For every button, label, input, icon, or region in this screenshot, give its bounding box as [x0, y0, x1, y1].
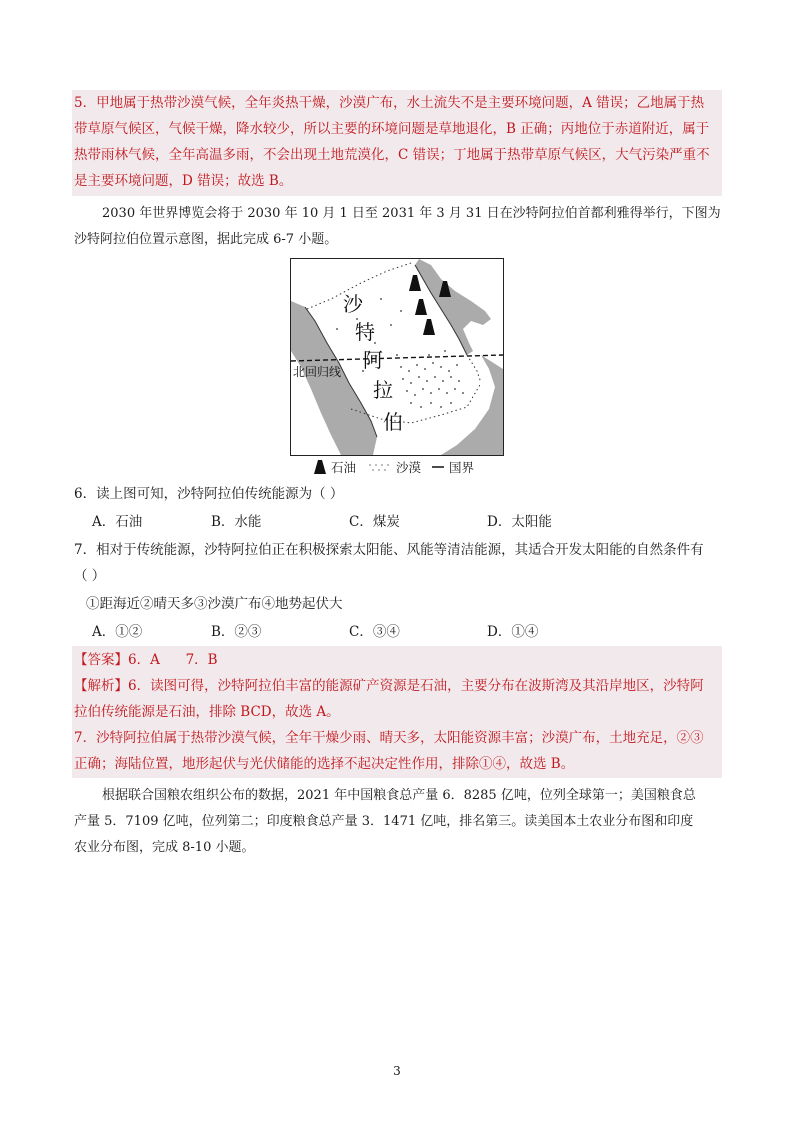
q6-option-c: C．煤炭: [349, 514, 400, 530]
q6-option-b: B．水能: [211, 514, 262, 530]
q7-option-a: A．①②: [92, 624, 143, 640]
q7-stem: 7．相对于传统能源，沙特阿拉伯正在积极探索太阳能、风能等清洁能源，其适合开发太阳能的自然条件有: [74, 542, 704, 558]
border-east: [467, 355, 481, 383]
q7-option-c: C．③④: [349, 624, 400, 640]
analysis-6-text-1: 6．读图可得，沙特阿拉伯丰富的能源矿产资源是石油，主要分布在波斯湾及其沿岸地区，沙特阿: [128, 678, 704, 694]
q6-stem: 6．读上图可知，沙特阿拉伯传统能源为（ ）: [74, 486, 344, 502]
country-label-char-5: 伯: [383, 410, 403, 434]
oil-symbol: [415, 299, 427, 315]
answer-line: [74, 647, 724, 673]
intro-6-7-line-2: 沙特阿拉伯位置示意图，据此完成 6-7 小题。: [74, 232, 338, 247]
desert-legend-icon: [366, 461, 392, 473]
saudi-arabia-map: [290, 258, 504, 456]
analysis-7-line-2: 正确；海陆位置，地形起伏与光伏储能的选择不起决定性作用，排除①④，故选 B。: [74, 756, 575, 772]
country-label-char-2: 特: [355, 320, 375, 344]
border-south: [351, 383, 481, 423]
answer-text: 6．A 7．B: [128, 652, 218, 668]
tropic-label: 北回归线: [293, 365, 342, 379]
legend-border-label: 国界: [448, 460, 474, 475]
q5-analysis-line-3: 热带雨林气候，全年高温多雨，不会出现土地荒漠化，C 错误；丁地属于热带草原气候区，大气污染严重不: [74, 147, 710, 163]
q6-option-d: D．太阳能: [487, 514, 552, 530]
persian-gulf: [415, 259, 491, 355]
map-legend: [313, 458, 474, 476]
analysis-6-line-2: 拉伯传统能源是石油，排除 BCD，故选 A。: [74, 704, 340, 720]
q7-conditions: ①距海近②晴天多③沙漠广布④地势起伏大: [86, 596, 343, 612]
oil-legend-icon: [313, 459, 327, 475]
legend-desert-label: 沙漠: [395, 460, 421, 475]
intro-8-10-line-3: 农业分布图，完成 8-10 小题。: [74, 840, 255, 855]
intro-8-10-line-1: 根据联合国粮农组织公布的数据，2021 年中国粮食总产量 6．8285 亿吨，位列全球第一；美国粮食总: [102, 788, 696, 803]
country-label-char-4: 拉: [373, 378, 393, 402]
q7-stem-cont: （ ）: [74, 568, 106, 584]
intro-6-7-line-1: 2030 年世界博览会将于 2030 年 10 月 1 日至 2031 年 3 月 31 日在沙特阿拉伯首都利雅得举行，下图为: [102, 206, 721, 221]
q6-option-a: A．石油: [92, 514, 143, 530]
map-drawing: [291, 259, 503, 455]
oil-symbol: [423, 319, 435, 335]
answer-tag: 【答案】: [74, 652, 128, 668]
q5-analysis-line-1: 5．甲地属于热带沙漠气候，全年炎热干燥，沙漠广布，水土流失不是主要环境问题，A 错误；乙地属于热: [74, 95, 705, 111]
country-label-char-3: 阿: [363, 348, 383, 372]
q5-analysis-line-4: 是主要环境问题，D 错误；故选 B。: [74, 173, 293, 189]
analysis-7-line-1: 7．沙特阿拉伯属于热带沙漠气候，全年干燥少雨、晴天多，太阳能资源丰富；沙漠广布，土地充足，②③: [74, 730, 704, 746]
analysis-tag: 【解析】: [74, 678, 128, 694]
border-legend-icon: [431, 462, 445, 472]
country-label-char-1: 沙: [343, 292, 363, 316]
q7-option-b: B．②③: [211, 624, 262, 640]
q7-option-d: D．①④: [487, 624, 539, 640]
oil-symbol: [409, 275, 421, 291]
arabian-sea: [441, 355, 503, 455]
page-number: 3: [393, 1064, 401, 1078]
intro-8-10-line-2: 产量 5．7109 亿吨，位列第二；印度粮食总产量 3．1471 亿吨，排名第三。读美国本土农业分布图和印度: [74, 814, 694, 829]
analysis-6-line-1: [74, 673, 724, 699]
legend-oil-label: 石油: [330, 460, 356, 475]
q5-analysis-line-2: 带草原气候区，气候干燥，降水较少，所以主要的环境问题是草地退化，B 正确；丙地位于赤道附近，属于: [74, 121, 710, 137]
